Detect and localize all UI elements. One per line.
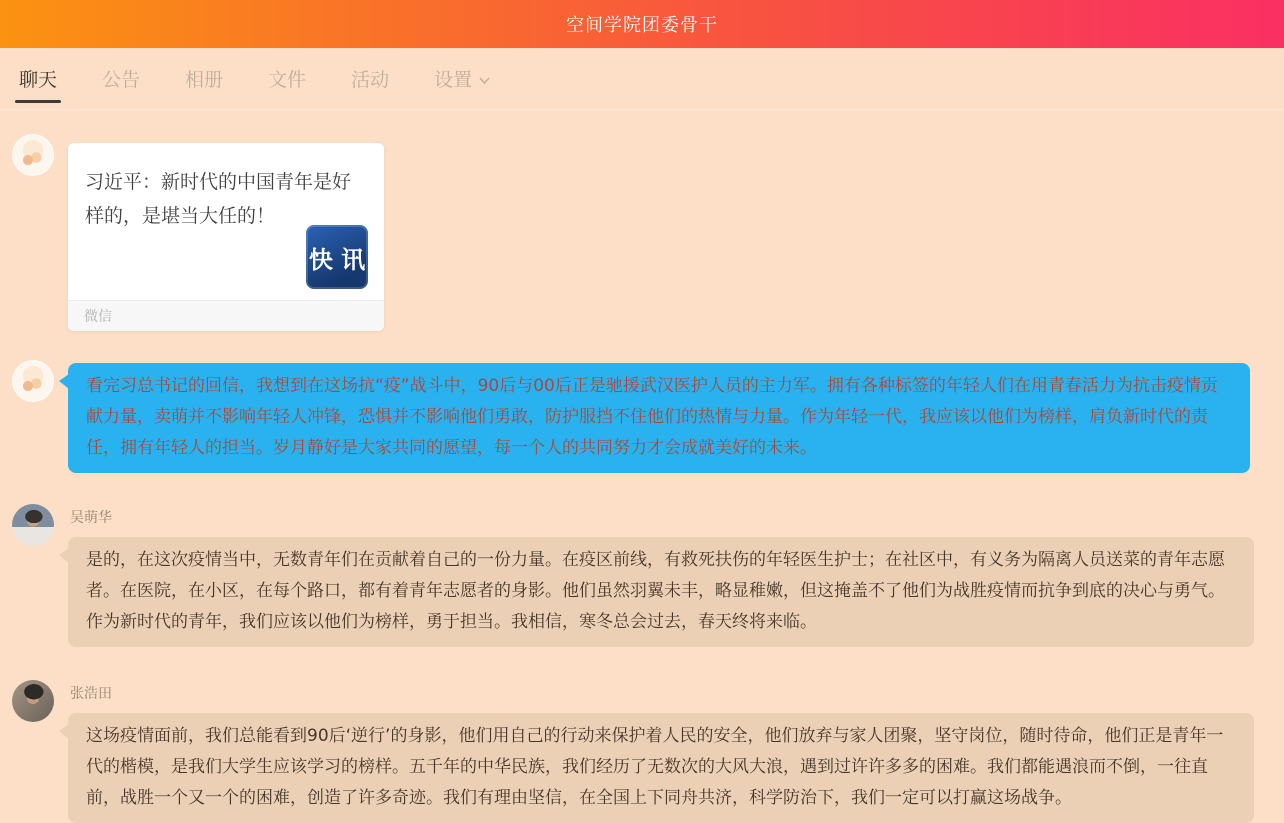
tab-files[interactable]	[264, 48, 310, 109]
message-link-card	[12, 134, 1284, 331]
chat-bubble	[68, 713, 1254, 823]
shared-link-card[interactable]	[68, 143, 384, 331]
chevron-down-icon	[478, 74, 491, 87]
bubble-text: 是的，在这次疫情当中，无数青年们在贡献着自己的一份力量。在疫区前线，有救死扶伤的年轻医生护士；在社区中，有义务为隔离人员送菜的青年志愿者。在医院，在小区，在每个路口，都有着青年志愿者的身影。他们虽然羽翼未丰，略显稚嫩，但这掩盖不了他们为战胜疫情而抗争到底的决心与勇气。作为新时代的青年，我们应该以他们为榜样，勇于担当。我相信，寒冬总会过去，春天终将来临。	[86, 550, 1225, 632]
group-header	[0, 0, 1284, 48]
bubble-text: 看完习总书记的回信，我想到在这场抗“疫”战斗中，90后与00后正是驰援武汉医护人员的主力军。拥有各种标签的年轻人们在用青春活力为抗击疫情贡献力量，卖萌并不影响年轻人冲锋，恐惧并不影响他们勇敢，防护服挡不住他们的热情与力量。作为年轻一代，我应该以他们为榜样，肩负新时代的责任，拥有年轻人的担当。岁月静好是大家共同的愿望，每一个人的共同努力才会成就美好的未来。	[86, 376, 1218, 458]
message-bubble-tan	[12, 504, 1284, 647]
chat-message-list	[0, 110, 1284, 823]
link-card-body	[68, 143, 384, 300]
tab-files-label: 文件	[268, 69, 307, 91]
link-card-source: 微信	[68, 300, 384, 331]
sender-name: 吴萌华	[70, 510, 112, 526]
avatar-zhang-haotian[interactable]	[12, 680, 54, 722]
sender-name: 张浩田	[70, 686, 112, 702]
avatar-sender-cartoon[interactable]	[12, 360, 54, 402]
tab-bar	[0, 48, 1284, 110]
tab-settings[interactable]	[430, 48, 495, 109]
avatar-wu-menghua[interactable]	[12, 504, 54, 546]
link-card-title: 习近平：新时代的中国青年是好样的，是堪当大任的！	[85, 171, 352, 227]
message-bubble-blue	[12, 360, 1284, 473]
tab-activities-label: 活动	[351, 69, 390, 91]
bubble-tail	[59, 548, 69, 563]
chat-bubble	[68, 363, 1250, 473]
tab-album-label: 相册	[185, 69, 224, 91]
tab-settings-label: 设置	[434, 69, 473, 91]
tab-chat[interactable]	[15, 48, 61, 109]
tab-album[interactable]	[181, 48, 227, 109]
bubble-text: 这场疫情面前，我们总能看到90后‘逆行’的身影，他们用自己的行动来保护着人民的安全，他们放弃与家人团聚，坚守岗位，随时待命，他们正是青年一代的楷模，是我们大学生应该学习的榜样。五千年的中华民族，我们经历了无数次的大风大浪，遇到过许许多多的困难。我们都能遇浪而不倒，一往直前，战胜一个又一个的困难，创造了许多奇迹。我们有理由坚信，在全国上下同舟共济，科学防治下，我们一定可以打赢这场战争。	[86, 726, 1224, 808]
bubble-tail	[59, 724, 69, 739]
page-title: 空间学院团委骨干	[566, 15, 718, 36]
chat-bubble	[68, 537, 1254, 647]
bubble-tail	[59, 374, 69, 389]
avatar-sender-cartoon[interactable]	[12, 134, 54, 176]
tab-activities[interactable]	[347, 48, 393, 109]
tab-announcements[interactable]	[98, 48, 144, 109]
tab-chat-label: 聊天	[19, 69, 58, 91]
tab-announcements-label: 公告	[102, 69, 141, 91]
message-bubble-tan	[12, 680, 1284, 823]
news-thumbnail-badge: 快 讯	[306, 225, 368, 289]
